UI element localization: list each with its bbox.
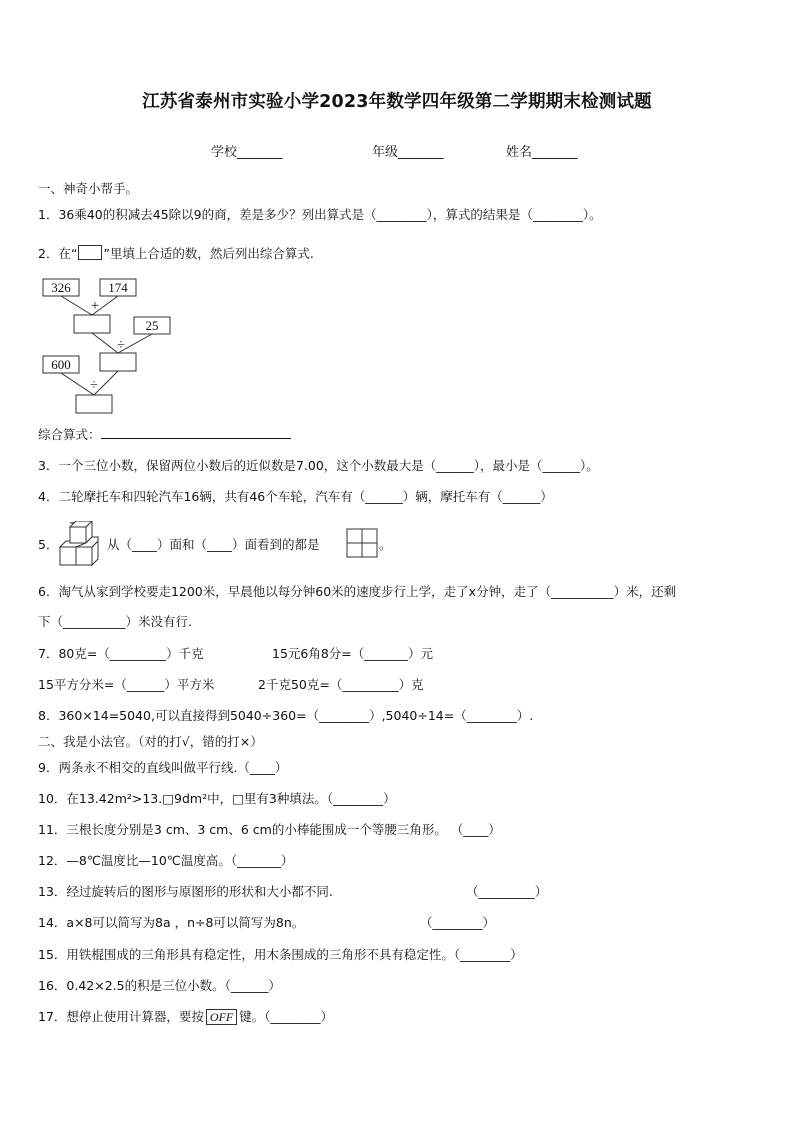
question-text: 用铁棍围成的三角形具有稳定性，用木条围成的三角形不具有稳定性。（________） (66, 947, 523, 962)
question-number: 17． (38, 1009, 67, 1024)
question-text: 两条永不相交的直线叫做平行线.（____） (58, 760, 288, 775)
question-13-blank: （_________） (466, 884, 548, 899)
blank-box-result (76, 395, 112, 413)
question-number: 15． (38, 947, 67, 962)
blank-box-icon (78, 245, 102, 260)
off-key-icon: OFF (206, 1009, 237, 1025)
answer-blank (101, 426, 291, 439)
question-text: 在13.42m²>13.□9dm²中，□里有3种填法。（________） (66, 791, 396, 806)
question-11 (38, 822, 501, 838)
question-14 (38, 915, 304, 931)
question-number: 11． (38, 822, 67, 837)
section-1-heading: 一、神奇小帮手。 (38, 181, 139, 196)
question-number: 13． (38, 884, 67, 899)
cube-stack-icon (58, 521, 108, 571)
q2-answer-line (38, 426, 291, 443)
question-4 (38, 489, 553, 505)
question-text: 0.42×2.5的积是三位小数。（______） (66, 978, 281, 993)
question-3 (38, 458, 599, 474)
question-number: 4． (38, 489, 59, 504)
question-text: 一个三位小数，保留两位小数后的近似数是7.00，这个小数最大是（______），最小是（______）。 (58, 458, 599, 473)
divide-sign-1: ÷ (117, 338, 125, 353)
question-text: 36乘40的积减去45除以9的商，差是多少？列出算式是（________），算式的结果是（________）。 (58, 207, 602, 222)
question-17 (38, 1009, 333, 1025)
answer-label: 综合算式： (38, 427, 101, 442)
question-number: 6． (38, 584, 59, 599)
question-14-blank: （________） (420, 915, 496, 930)
question-number: 12． (38, 853, 67, 868)
question-16 (38, 978, 281, 994)
question-number: 2． (38, 246, 59, 261)
question-7-c: 15平方分米=（______）平方米 (38, 677, 215, 692)
question-9 (38, 760, 287, 776)
question-text: 经过旋转后的图形与原图形的形状和大小都不同. (66, 884, 333, 899)
question-text: 从（____）面和（____）面看到的都是 (107, 537, 320, 552)
question-number: 1． (38, 207, 59, 222)
question-5-number: 5． (38, 537, 59, 552)
question-number: 8． (38, 708, 59, 723)
question-2 (38, 245, 314, 262)
question-text: 360×14=5040,可以直接得到5040÷360=（________）,5040÷14=（________）. (58, 708, 534, 723)
question-text: —8℃温度比—10℃温度高。（_______） (66, 853, 294, 868)
blank-box-quotient (100, 353, 136, 371)
question-7-b: 15元6角8分=（_______）元 (272, 646, 434, 661)
question-text-pre: 想停止使用计算器，要按 (66, 1009, 204, 1024)
section-2-heading: 二、我是小法官。（对的打√，错的打×） (38, 734, 263, 749)
diagram-326: 326 (51, 280, 71, 295)
diagram-174: 174 (108, 280, 128, 295)
blank-box-sum (74, 315, 110, 333)
question-number: 7． (38, 646, 59, 661)
question-number: 14． (38, 915, 67, 930)
grid-view-icon (346, 528, 378, 558)
diagram-600: 600 (51, 357, 71, 372)
question-7-row1 (38, 646, 204, 662)
name-field: 姓名_______ (506, 145, 578, 160)
question-12 (38, 853, 293, 869)
grade-field: 年级_______ (372, 145, 444, 160)
question-5-end: 。 (379, 537, 392, 552)
question-text: a×8可以简写为8a ，n÷8可以简写为8n。 (66, 915, 305, 930)
school-field: 学校_______ (211, 145, 283, 160)
question-6-line1 (38, 584, 676, 600)
page-title: 江苏省泰州市实验小学2023年数学四年级第二学期期末检测试题 (142, 92, 652, 112)
question-text-post: 键。（________） (239, 1009, 334, 1024)
question-text: 80克=（_________）千克 (58, 646, 204, 661)
question-6-line2: 下（__________）米没有行. (38, 614, 192, 629)
question-1 (38, 207, 602, 223)
question-number: 16． (38, 978, 67, 993)
question-13 (38, 884, 333, 900)
question-number: 10． (38, 791, 67, 806)
question-5 (107, 537, 320, 553)
diagram-25: 25 (145, 318, 159, 333)
question-number: 3． (38, 458, 59, 473)
question-text-pre: 在“ (58, 246, 78, 261)
calculation-tree-diagram (38, 277, 188, 417)
question-text: 二轮摩托车和四轮汽车16辆，共有46个车轮，汽车有（______）辆，摩托车有（______） (58, 489, 553, 504)
question-text: 三根长度分别是3 cm、3 cm、6 cm的小棒能围成一个等腰三角形。 （____） (66, 822, 501, 837)
question-10 (38, 791, 396, 807)
question-8 (38, 708, 533, 724)
question-number: 9． (38, 760, 59, 775)
plus-sign: + (90, 298, 100, 314)
divide-sign-2: ÷ (90, 378, 98, 393)
question-text-post: ”里填上合适的数，然后列出综合算式. (103, 246, 314, 261)
question-text: 淘气从家到学校要走1200米，早晨他以每分钟60米的速度步行上学，走了x分钟，走了（__________）米，还剩 (58, 584, 677, 599)
question-15 (38, 947, 523, 963)
question-7-d: 2千克50克=（_________）克 (258, 677, 424, 692)
